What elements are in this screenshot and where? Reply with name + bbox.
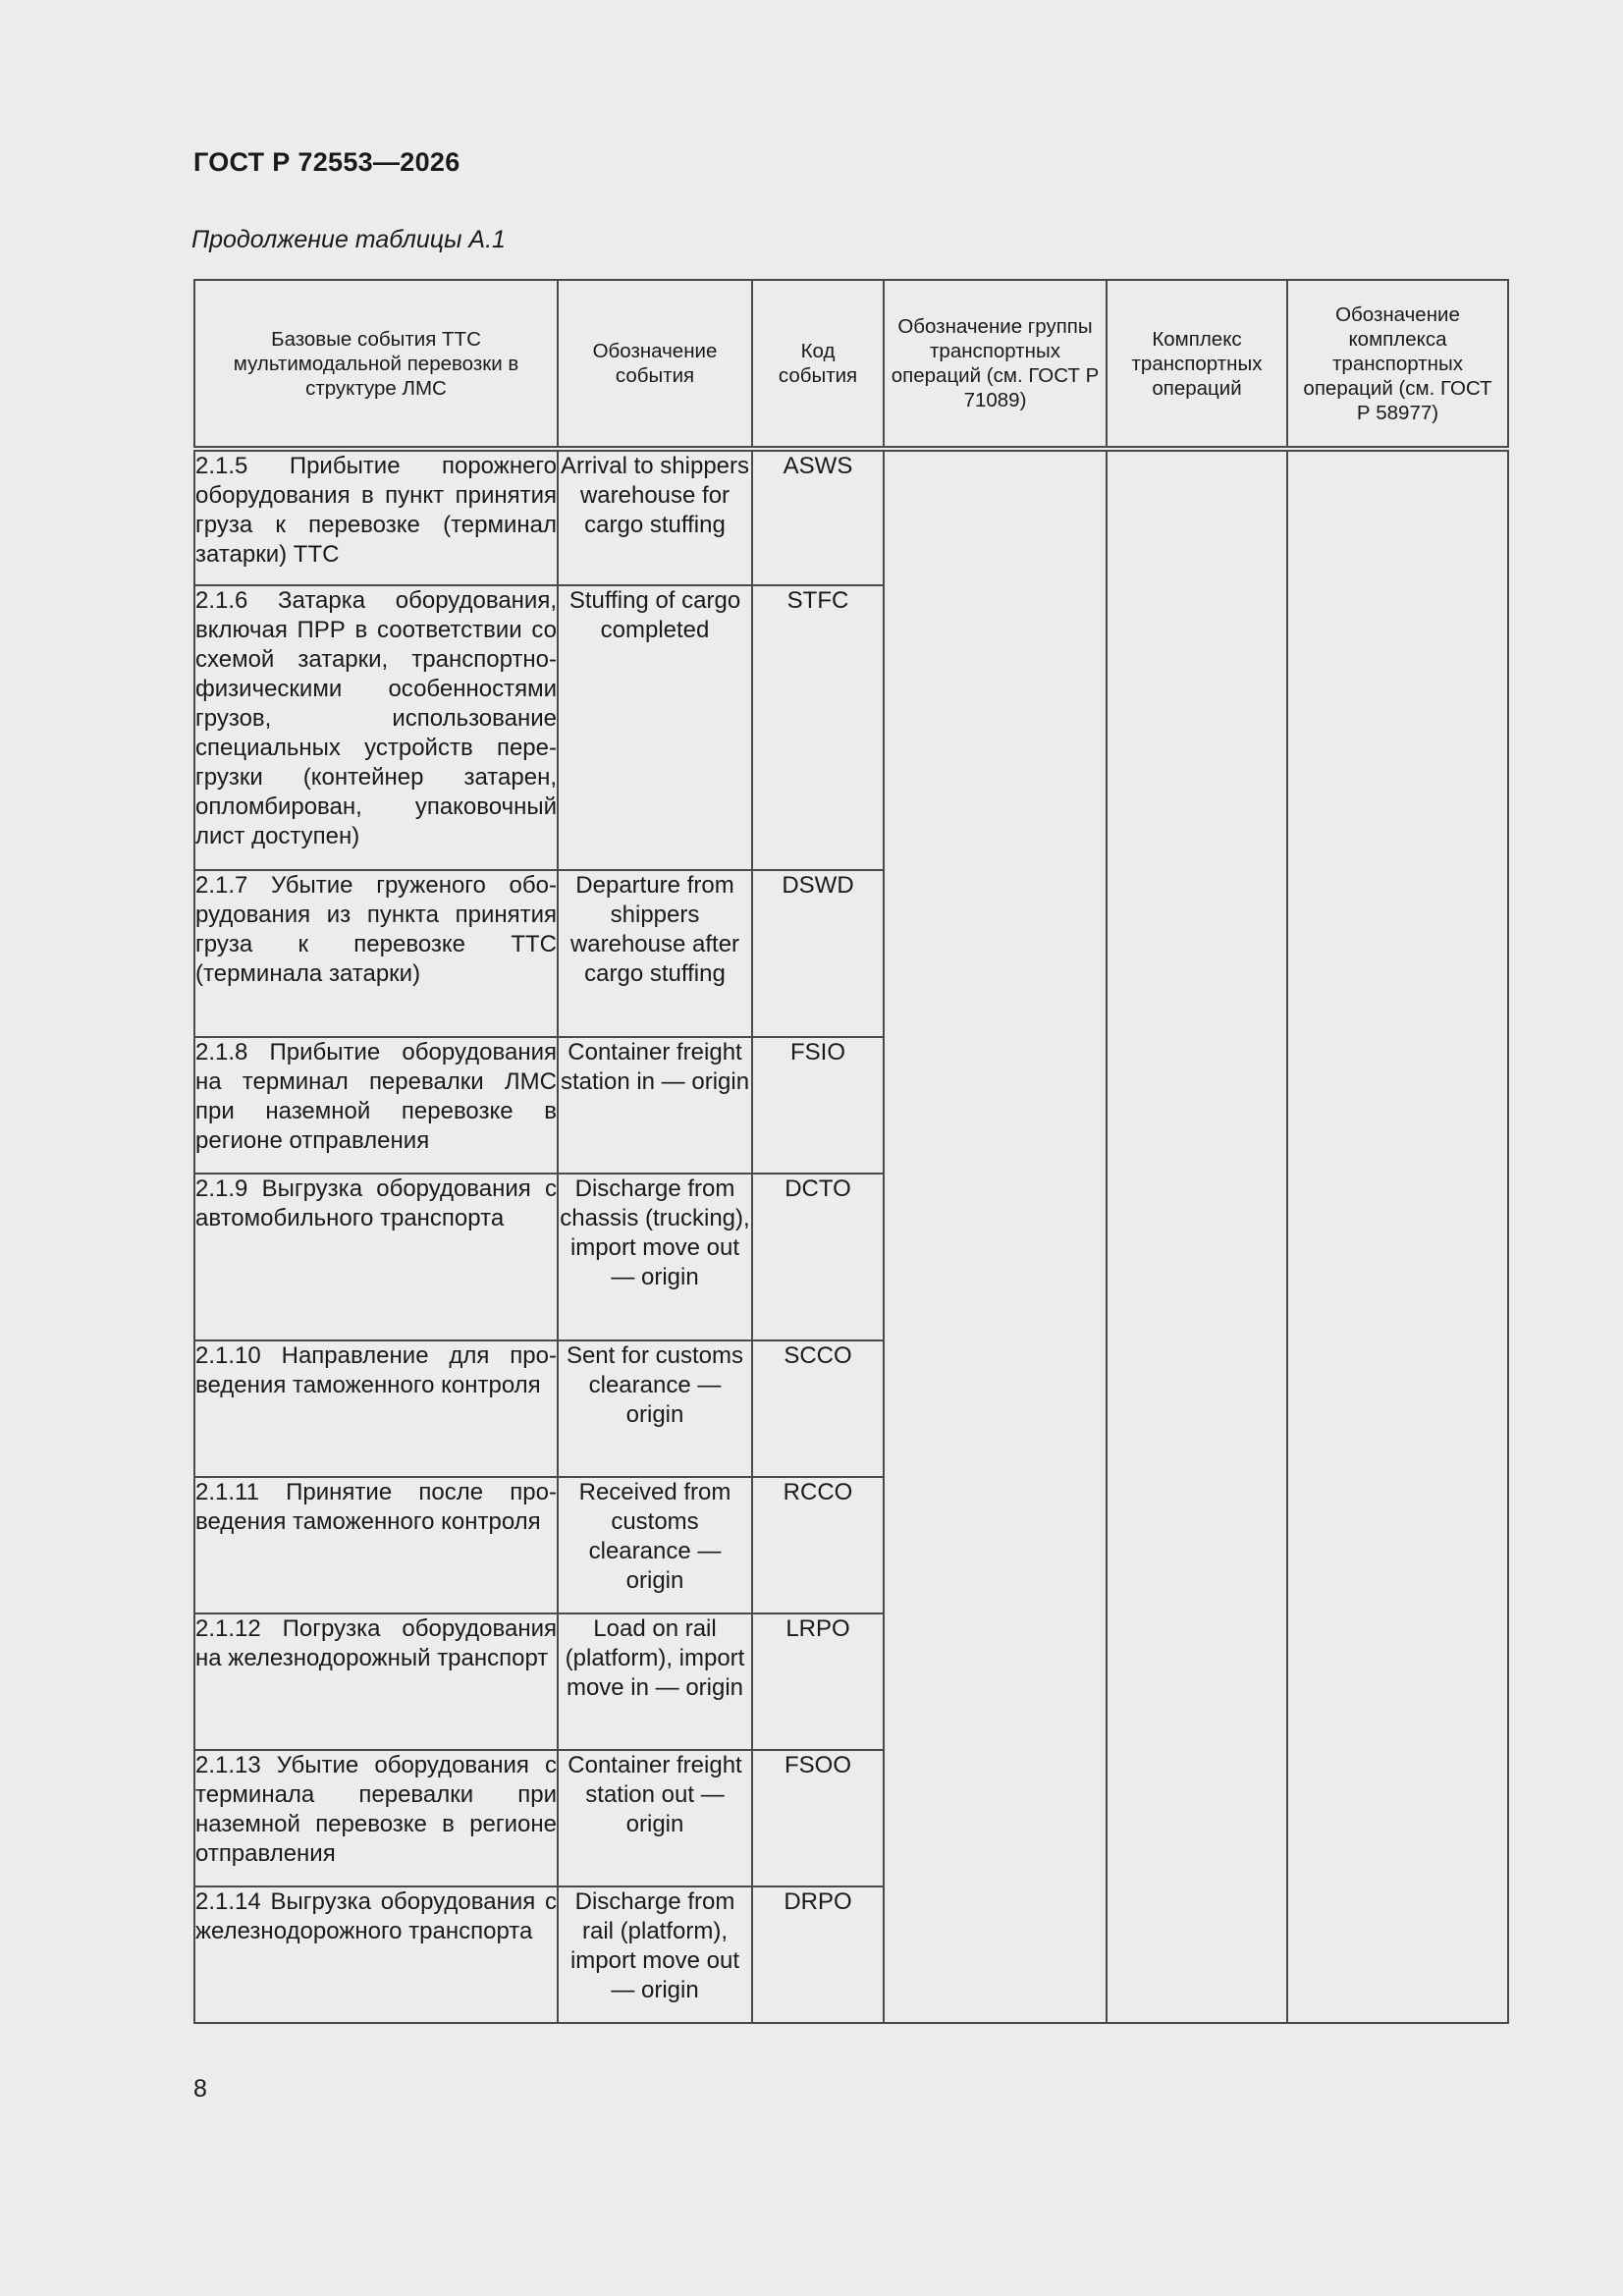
document-standard-number: ГОСТ Р 72553—2026 <box>193 147 460 177</box>
event-designation-cell: Container freight station out — origin <box>558 1750 752 1886</box>
complex-designation-cell <box>1287 449 1508 2023</box>
event-description-cell: 2.1.6 Затарка оборудования, включая ПРР в соответствии со схемой затарки, транспортно-физическими особенностями грузов, использование специальных устройств перегрузки (контейнер затарен, опломбирован, упаковочный лист доступен) <box>194 585 558 870</box>
operation-complex-cell <box>1107 449 1287 2023</box>
event-description-cell: 2.1.9 Выгрузка оборудования с автомобильного транспорта <box>194 1174 558 1340</box>
event-code-cell: RCCO <box>752 1477 884 1613</box>
event-designation-cell: Discharge from chassis (trucking), import move out — origin <box>558 1174 752 1340</box>
column-header-event-designation: Обозначение события <box>558 280 752 449</box>
event-description-cell: 2.1.5 Прибытие порожнего оборудования в пункт принятия груза к перевозке (терминал затарки) ТТС <box>194 449 558 585</box>
table-caption: Продолжение таблицы А.1 <box>191 226 506 253</box>
event-designation-cell: Sent for customs clearance — origin <box>558 1340 752 1477</box>
event-description-cell: 2.1.8 Прибытие оборудования на терминал перевалки ЛМС при наземной перевозке в регионе отправления <box>194 1037 558 1174</box>
event-designation-cell: Arrival to shippers warehouse for cargo stuffing <box>558 449 752 585</box>
event-designation-cell: Stuffing of cargo completed <box>558 585 752 870</box>
events-table-container <box>193 279 1507 2024</box>
event-code-cell: FSOO <box>752 1750 884 1886</box>
table-body <box>194 449 1508 2023</box>
event-code-cell: DCTO <box>752 1174 884 1340</box>
event-code-cell: ASWS <box>752 449 884 585</box>
event-designation-cell: Received from customs clearance — origin <box>558 1477 752 1613</box>
column-header-operation-group: Обозначение группы транспортных операций (см. ГОСТ Р 71089) <box>884 280 1107 449</box>
event-code-cell: DSWD <box>752 870 884 1037</box>
event-code-cell: FSIO <box>752 1037 884 1174</box>
event-description-cell: 2.1.11 Принятие после проведения таможенного контроля <box>194 1477 558 1613</box>
event-description-cell: 2.1.14 Выгрузка оборудования с железнодорожного транспорта <box>194 1886 558 2023</box>
event-description-cell: 2.1.13 Убытие оборудования с терминала перевалки при наземной перевозке в регионе отправления <box>194 1750 558 1886</box>
event-code-cell: LRPO <box>752 1613 884 1750</box>
event-code-cell: SCCO <box>752 1340 884 1477</box>
event-designation-cell: Container freight station in — origin <box>558 1037 752 1174</box>
operation-group-cell <box>884 449 1107 2023</box>
event-description-cell: 2.1.10 Направление для проведения таможенного контроля <box>194 1340 558 1477</box>
event-description-cell: 2.1.7 Убытие груженого оборудования из пункта принятия груза к перевозке ТТС (терминала затарки) <box>194 870 558 1037</box>
events-table <box>193 279 1509 2024</box>
column-header-base-events: Базовые события ТТС мультимодальной перевозки в структуре ЛМС <box>194 280 558 449</box>
column-header-event-code: Код события <box>752 280 884 449</box>
event-designation-cell: Load on rail (platform), import move in — origin <box>558 1613 752 1750</box>
event-description-cell: 2.1.12 Погрузка оборудования на железнодорожный транспорт <box>194 1613 558 1750</box>
page-number: 8 <box>193 2075 207 2103</box>
event-designation-cell: Departure from shippers warehouse after cargo stuffing <box>558 870 752 1037</box>
table-row <box>194 449 1508 585</box>
event-code-cell: STFC <box>752 585 884 870</box>
event-code-cell: DRPO <box>752 1886 884 2023</box>
column-header-complex-designation: Обозначение комплекса транспортных операций (см. ГОСТ Р 58977) <box>1287 280 1508 449</box>
table-header-row <box>194 280 1508 449</box>
column-header-operation-complex: Комплекс транспортных операций <box>1107 280 1287 449</box>
event-designation-cell: Discharge from rail (platform), import move out — origin <box>558 1886 752 2023</box>
